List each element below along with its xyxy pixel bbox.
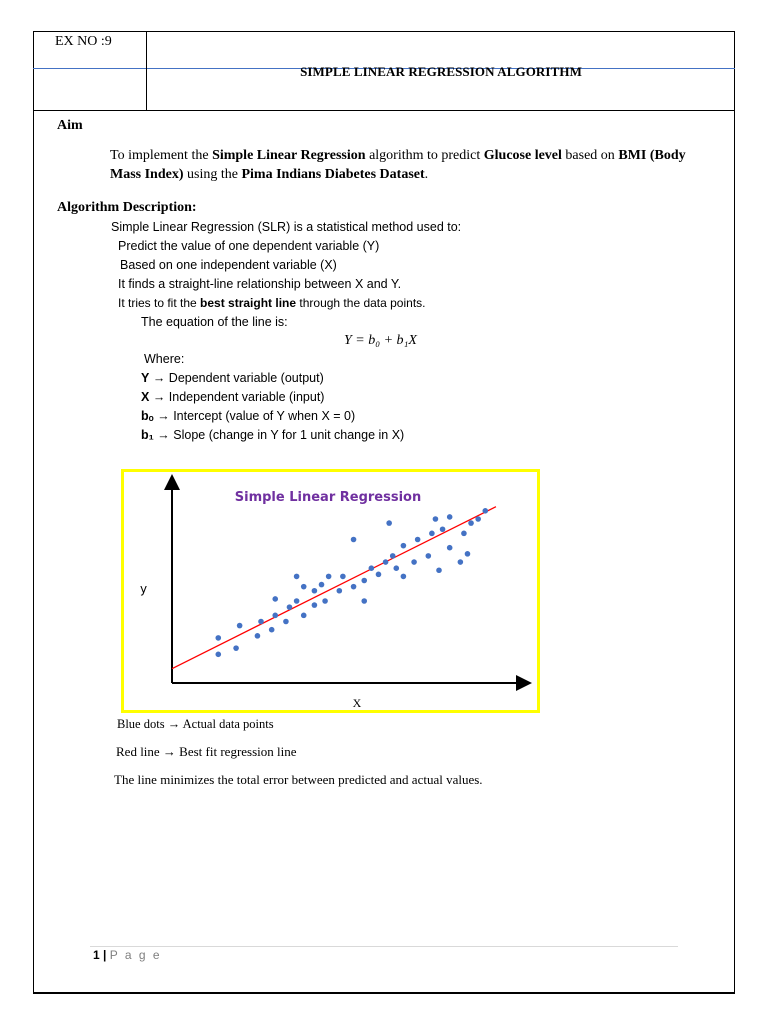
data-point <box>482 508 488 514</box>
definition-term: Y <box>141 371 150 385</box>
page-separator: | <box>103 948 107 962</box>
note-blue-dots: Blue dots → Actual data points <box>117 717 274 731</box>
aim-bold-text: Pima Indians Diabetes Dataset <box>241 167 425 182</box>
data-point <box>390 553 396 559</box>
y-axis-label: y <box>140 582 148 596</box>
exercise-number: EX NO :9 <box>55 34 112 49</box>
data-point <box>383 559 389 565</box>
aim-bold-text: BMI (Body Mass Index) <box>110 148 686 182</box>
data-point <box>294 574 300 580</box>
definition-text: → Intercept (value of Y when X = 0) <box>153 409 356 423</box>
chart-title: Simple Linear Regression <box>234 490 422 505</box>
algorithm-line <box>118 296 426 310</box>
data-point <box>401 574 407 580</box>
data-point <box>312 588 318 594</box>
data-point <box>215 652 221 658</box>
data-point <box>447 545 453 551</box>
line-bold-text: best straight line <box>200 296 297 310</box>
cell-divider <box>33 68 146 69</box>
data-point <box>287 604 293 610</box>
equation: Y = b₀ + b₁X <box>344 333 417 348</box>
data-point <box>351 537 357 543</box>
data-point <box>322 598 328 604</box>
definition-text: → Dependent variable (output) <box>149 371 324 385</box>
data-point <box>429 531 435 537</box>
header-table <box>33 31 735 111</box>
aim-text-run: . <box>424 167 429 182</box>
aim-bold-text: Simple Linear Regression <box>212 148 366 163</box>
aim-text-run: To implement the <box>110 148 213 163</box>
data-point <box>458 559 464 565</box>
aim-text-run: based on <box>561 148 619 163</box>
data-point <box>386 520 392 526</box>
data-point <box>436 567 442 573</box>
algorithm-line: Based on one independent variable (X) <box>120 258 337 272</box>
aim-text-run: algorithm to predict <box>365 148 484 163</box>
data-point <box>393 565 399 571</box>
data-point <box>447 514 453 520</box>
data-point <box>272 613 278 619</box>
where-label: Where: <box>144 352 185 366</box>
header-ex-cell <box>33 31 147 110</box>
data-point <box>426 553 432 559</box>
equation-intro: The equation of the line is: <box>141 315 288 329</box>
data-point <box>233 645 239 651</box>
data-point <box>465 551 471 557</box>
definition-term: bₒ <box>141 409 154 423</box>
data-point <box>361 578 367 584</box>
definition-text: → Slope (change in Y for 1 unit change in X) <box>153 428 405 442</box>
data-point <box>255 633 261 639</box>
page-number: 1 <box>93 948 100 962</box>
data-point <box>401 543 407 549</box>
data-point <box>301 613 307 619</box>
data-point <box>351 584 357 590</box>
definition-term: b₁ <box>141 428 154 442</box>
data-point <box>340 574 346 580</box>
data-point <box>468 520 474 526</box>
definition-b1 <box>141 428 404 442</box>
aim-heading: Aim <box>57 118 83 133</box>
definition-term: X <box>141 390 150 404</box>
note-summary: The line minimizes the total error between predicted and actual values. <box>114 772 483 787</box>
data-point <box>283 619 289 625</box>
data-point <box>326 574 332 580</box>
data-point <box>237 623 243 629</box>
data-point <box>369 565 375 571</box>
regression-chart <box>124 472 537 710</box>
definition-text: → Independent variable (input) <box>149 390 325 404</box>
algorithm-intro: Simple Linear Regression (SLR) is a statistical method used to: <box>111 220 462 234</box>
data-point <box>301 584 307 590</box>
data-point <box>269 627 275 633</box>
algorithm-heading: Algorithm Description: <box>57 200 197 215</box>
line-text: through the data points. <box>296 296 426 310</box>
data-point <box>361 598 367 604</box>
data-point <box>461 531 467 537</box>
line-text: It tries to fit the <box>118 296 201 310</box>
definition-b0 <box>141 409 355 423</box>
data-point <box>440 526 446 532</box>
aim-text-run: using the <box>183 167 242 182</box>
page-label: P a g e <box>109 948 162 962</box>
footer-divider <box>90 946 678 947</box>
chart-frame <box>121 469 540 713</box>
definition-x <box>141 390 324 404</box>
note-red-line: Red line → Best fit regression line <box>116 744 297 759</box>
x-axis-label: X <box>352 696 362 710</box>
data-point <box>319 582 325 588</box>
data-point <box>376 572 382 578</box>
aim-text <box>110 146 714 184</box>
data-point <box>215 635 221 641</box>
regression-line <box>172 507 496 669</box>
data-point <box>411 559 417 565</box>
algorithm-line: It finds a straight-line relationship between X and Y. <box>118 277 402 291</box>
data-point <box>337 588 343 594</box>
data-point <box>312 602 318 608</box>
data-point <box>433 516 439 522</box>
page-title: SIMPLE LINEAR REGRESSION ALGORITHM <box>300 64 582 79</box>
data-point <box>258 619 264 625</box>
data-point <box>294 598 300 604</box>
data-point <box>415 537 421 543</box>
aim-bold-text: Glucose level <box>483 148 562 163</box>
data-point <box>272 596 278 602</box>
data-point <box>475 516 481 522</box>
algorithm-line: Predict the value of one dependent variable (Y) <box>118 239 380 253</box>
page-footer <box>93 948 162 962</box>
definition-y <box>141 371 324 385</box>
